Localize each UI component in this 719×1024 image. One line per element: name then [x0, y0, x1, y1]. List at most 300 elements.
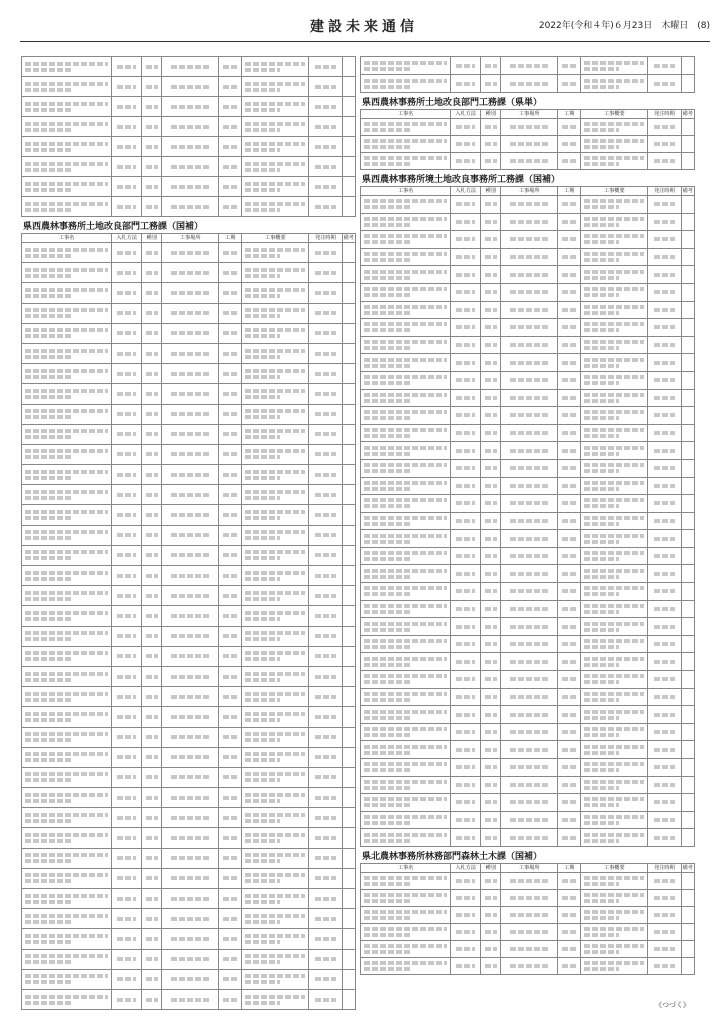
table-cell — [481, 407, 501, 425]
table-cell — [681, 57, 694, 75]
right-section-table — [360, 186, 695, 847]
right-top-table — [360, 56, 695, 93]
table-cell — [162, 646, 219, 666]
table-cell — [162, 137, 219, 157]
table-cell — [342, 485, 355, 505]
table-cell — [501, 336, 558, 354]
table-cell — [581, 565, 648, 583]
table-cell — [242, 545, 309, 565]
table-cell — [681, 495, 694, 513]
table-cell — [219, 566, 242, 586]
table-cell — [648, 442, 681, 460]
table-cell — [219, 929, 242, 949]
table-cell — [142, 157, 162, 177]
column-header: 発注時期 — [648, 110, 681, 119]
table-cell — [142, 687, 162, 707]
table-cell — [22, 444, 112, 464]
table-row — [361, 119, 695, 136]
column-header: 工事名 — [361, 863, 451, 872]
table-cell — [501, 530, 558, 548]
table-cell — [361, 776, 451, 794]
table-cell — [309, 848, 342, 868]
page-title: 建設未来通信 — [310, 19, 418, 35]
table-cell — [558, 136, 581, 153]
column-header: 入札方法 — [112, 234, 142, 243]
table-cell — [451, 688, 481, 706]
table-cell — [451, 600, 481, 618]
table-cell — [361, 530, 451, 548]
table-cell — [481, 688, 501, 706]
table-cell — [242, 848, 309, 868]
table-cell — [112, 586, 142, 606]
table-cell — [481, 477, 501, 495]
table-cell — [681, 354, 694, 372]
table-cell — [581, 547, 648, 565]
table-cell — [501, 248, 558, 266]
table-cell — [558, 495, 581, 513]
table-cell — [22, 117, 112, 137]
table-cell — [309, 909, 342, 929]
table-cell — [342, 117, 355, 137]
table-cell — [309, 197, 342, 217]
table-row — [361, 495, 695, 513]
table-cell — [481, 213, 501, 231]
table-cell — [309, 444, 342, 464]
table-cell — [142, 909, 162, 929]
table-cell — [501, 442, 558, 460]
table-row — [22, 97, 356, 117]
table-cell — [162, 545, 219, 565]
table-row — [22, 747, 356, 767]
table-cell — [481, 906, 501, 923]
table-cell — [648, 940, 681, 957]
table-cell — [219, 626, 242, 646]
table-cell — [681, 759, 694, 777]
table-cell — [581, 75, 648, 93]
table-cell — [361, 119, 451, 136]
table-cell — [142, 808, 162, 828]
table-row — [361, 565, 695, 583]
table-cell — [501, 459, 558, 477]
table-cell — [451, 671, 481, 689]
table-cell — [309, 303, 342, 323]
table-cell — [112, 828, 142, 848]
table-cell — [501, 153, 558, 170]
table-cell — [22, 626, 112, 646]
table-cell — [481, 776, 501, 794]
table-cell — [142, 929, 162, 949]
table-cell — [112, 177, 142, 197]
table-cell — [22, 505, 112, 525]
table-cell — [342, 666, 355, 686]
table-row — [22, 606, 356, 626]
table-cell — [481, 829, 501, 847]
table-cell — [112, 424, 142, 444]
table-cell — [501, 547, 558, 565]
table-cell — [501, 213, 558, 231]
table-cell — [361, 213, 451, 231]
table-cell — [648, 354, 681, 372]
table-cell — [309, 989, 342, 1009]
table-cell — [481, 119, 501, 136]
table-cell — [242, 465, 309, 485]
table-cell — [112, 343, 142, 363]
table-cell — [558, 75, 581, 93]
table-cell — [112, 687, 142, 707]
table-cell — [162, 243, 219, 263]
table-cell — [501, 266, 558, 284]
table-cell — [219, 263, 242, 283]
table-cell — [581, 811, 648, 829]
table-cell — [681, 319, 694, 337]
table-cell — [22, 747, 112, 767]
table-cell — [342, 424, 355, 444]
table-row — [22, 303, 356, 323]
table-cell — [581, 635, 648, 653]
table-cell — [558, 371, 581, 389]
table-cell — [309, 868, 342, 888]
table-cell — [142, 949, 162, 969]
table-cell — [22, 424, 112, 444]
table-cell — [558, 57, 581, 75]
table-cell — [681, 389, 694, 407]
table-cell — [451, 741, 481, 759]
table-row — [22, 465, 356, 485]
table-cell — [481, 741, 501, 759]
table-cell — [451, 794, 481, 812]
table-cell — [581, 872, 648, 889]
table-cell — [22, 687, 112, 707]
table-cell — [112, 566, 142, 586]
table-cell — [162, 424, 219, 444]
table-cell — [361, 283, 451, 301]
table-cell — [558, 957, 581, 974]
table-cell — [681, 889, 694, 906]
table-cell — [142, 243, 162, 263]
table-cell — [481, 459, 501, 477]
left-top-table — [21, 56, 356, 217]
table-cell — [142, 364, 162, 384]
table-cell — [648, 957, 681, 974]
table-cell — [681, 371, 694, 389]
table-row — [22, 364, 356, 384]
table-cell — [142, 989, 162, 1009]
table-cell — [581, 336, 648, 354]
table-cell — [361, 319, 451, 337]
table-cell — [501, 495, 558, 513]
table-cell — [112, 848, 142, 868]
table-cell — [558, 512, 581, 530]
table-cell — [242, 157, 309, 177]
table-cell — [309, 969, 342, 989]
table-cell — [342, 626, 355, 646]
table-cell — [142, 828, 162, 848]
table-cell — [142, 97, 162, 117]
table-cell — [162, 177, 219, 197]
table-row — [361, 389, 695, 407]
table-cell — [342, 788, 355, 808]
table-row — [361, 829, 695, 847]
table-cell — [558, 583, 581, 601]
table-row — [22, 828, 356, 848]
table-cell — [309, 283, 342, 303]
table-cell — [501, 653, 558, 671]
table-cell — [581, 196, 648, 214]
table-cell — [309, 384, 342, 404]
table-cell — [501, 940, 558, 957]
table-cell — [309, 485, 342, 505]
column-header: 工事場所 — [162, 234, 219, 243]
table-cell — [219, 303, 242, 323]
table-cell — [162, 197, 219, 217]
table-cell — [112, 263, 142, 283]
table-cell — [648, 119, 681, 136]
table-cell — [242, 117, 309, 137]
table-row — [361, 231, 695, 249]
table-cell — [162, 323, 219, 343]
table-cell — [219, 57, 242, 77]
continued-note: 《つづく》 — [655, 1001, 690, 1009]
table-row — [22, 566, 356, 586]
table-cell — [451, 319, 481, 337]
table-cell — [22, 646, 112, 666]
table-cell — [501, 371, 558, 389]
table-row — [361, 759, 695, 777]
table-cell — [361, 906, 451, 923]
table-cell — [581, 741, 648, 759]
right-section-table — [360, 863, 695, 975]
table-cell — [681, 741, 694, 759]
table-cell — [681, 829, 694, 847]
table-cell — [22, 177, 112, 197]
table-cell — [581, 424, 648, 442]
table-cell — [681, 794, 694, 812]
table-cell — [242, 626, 309, 646]
table-cell — [481, 336, 501, 354]
table-cell — [581, 906, 648, 923]
table-cell — [451, 723, 481, 741]
table-cell — [342, 263, 355, 283]
table-cell — [342, 444, 355, 464]
table-row — [361, 547, 695, 565]
table-cell — [581, 301, 648, 319]
table-cell — [142, 444, 162, 464]
table-cell — [648, 872, 681, 889]
table-cell — [22, 323, 112, 343]
table-cell — [501, 424, 558, 442]
table-cell — [112, 889, 142, 909]
table-cell — [342, 747, 355, 767]
table-cell — [581, 442, 648, 460]
table-row — [361, 872, 695, 889]
table-cell — [451, 301, 481, 319]
table-cell — [309, 788, 342, 808]
table-cell — [501, 196, 558, 214]
table-cell — [361, 336, 451, 354]
table-cell — [361, 565, 451, 583]
table-cell — [558, 119, 581, 136]
table-cell — [112, 989, 142, 1009]
table-cell — [112, 626, 142, 646]
table-row — [22, 626, 356, 646]
table-cell — [142, 707, 162, 727]
table-cell — [342, 646, 355, 666]
table-cell — [361, 706, 451, 724]
table-cell — [361, 923, 451, 940]
table-cell — [681, 477, 694, 495]
table-row — [22, 323, 356, 343]
table-cell — [22, 808, 112, 828]
table-cell — [648, 319, 681, 337]
table-cell — [142, 747, 162, 767]
table-cell — [558, 794, 581, 812]
table-cell — [451, 583, 481, 601]
table-cell — [558, 565, 581, 583]
table-cell — [142, 343, 162, 363]
table-cell — [361, 407, 451, 425]
table-cell — [501, 829, 558, 847]
table-cell — [219, 666, 242, 686]
column-header: 入札方法 — [451, 187, 481, 196]
table-cell — [648, 923, 681, 940]
table-cell — [112, 727, 142, 747]
table-cell — [361, 459, 451, 477]
table-cell — [142, 137, 162, 157]
table-cell — [648, 512, 681, 530]
table-cell — [162, 283, 219, 303]
table-cell — [581, 776, 648, 794]
table-cell — [648, 75, 681, 93]
table-cell — [361, 266, 451, 284]
table-row — [361, 723, 695, 741]
table-cell — [112, 666, 142, 686]
table-cell — [648, 759, 681, 777]
table-cell — [501, 618, 558, 636]
table-cell — [142, 117, 162, 137]
table-cell — [581, 231, 648, 249]
table-row — [22, 343, 356, 363]
table-cell — [162, 808, 219, 828]
table-cell — [361, 723, 451, 741]
table-cell — [581, 283, 648, 301]
table-cell — [361, 794, 451, 812]
table-cell — [558, 477, 581, 495]
table-cell — [451, 889, 481, 906]
table-row — [361, 442, 695, 460]
table-cell — [481, 635, 501, 653]
table-cell — [242, 828, 309, 848]
table-cell — [242, 969, 309, 989]
table-cell — [22, 666, 112, 686]
table-cell — [22, 343, 112, 363]
table-cell — [681, 248, 694, 266]
table-row — [22, 727, 356, 747]
table-cell — [112, 323, 142, 343]
table-cell — [342, 586, 355, 606]
table-row — [22, 197, 356, 217]
column-header: 工期 — [558, 110, 581, 119]
table-cell — [501, 119, 558, 136]
table-cell — [219, 687, 242, 707]
table-cell — [648, 706, 681, 724]
table-cell — [361, 512, 451, 530]
table-cell — [309, 666, 342, 686]
table-cell — [481, 872, 501, 889]
table-cell — [162, 666, 219, 686]
table-cell — [581, 706, 648, 724]
table-cell — [481, 940, 501, 957]
table-cell — [112, 788, 142, 808]
table-cell — [22, 404, 112, 424]
table-row — [361, 336, 695, 354]
table-cell — [501, 600, 558, 618]
table-cell — [242, 788, 309, 808]
table-cell — [581, 266, 648, 284]
table-cell — [112, 606, 142, 626]
table-cell — [309, 364, 342, 384]
table-cell — [142, 197, 162, 217]
table-cell — [451, 424, 481, 442]
table-cell — [481, 371, 501, 389]
table-cell — [481, 618, 501, 636]
table-cell — [309, 566, 342, 586]
table-cell — [648, 889, 681, 906]
table-cell — [451, 872, 481, 889]
table-cell — [681, 153, 694, 170]
table-cell — [242, 586, 309, 606]
table-cell — [681, 688, 694, 706]
column-header: 発注時期 — [309, 234, 342, 243]
table-row — [361, 530, 695, 548]
table-cell — [309, 929, 342, 949]
table-cell — [648, 153, 681, 170]
table-cell — [581, 688, 648, 706]
table-cell — [342, 525, 355, 545]
table-row — [361, 618, 695, 636]
table-cell — [681, 336, 694, 354]
section-title: 県北農林事務所林務部門森林土木課（国補） — [362, 851, 543, 862]
table-cell — [558, 829, 581, 847]
table-cell — [361, 741, 451, 759]
table-cell — [342, 283, 355, 303]
table-cell — [112, 197, 142, 217]
table-cell — [648, 266, 681, 284]
table-cell — [162, 444, 219, 464]
table-cell — [361, 829, 451, 847]
table-cell — [558, 283, 581, 301]
table-cell — [112, 97, 142, 117]
table-cell — [112, 868, 142, 888]
table-cell — [558, 459, 581, 477]
table-cell — [681, 512, 694, 530]
table-cell — [142, 384, 162, 404]
table-row — [22, 889, 356, 909]
table-cell — [581, 600, 648, 618]
table-cell — [481, 811, 501, 829]
table-row — [22, 808, 356, 828]
table-cell — [501, 794, 558, 812]
table-cell — [219, 465, 242, 485]
table-row — [361, 283, 695, 301]
table-cell — [481, 389, 501, 407]
table-cell — [22, 989, 112, 1009]
table-cell — [219, 404, 242, 424]
table-cell — [451, 371, 481, 389]
table-cell — [219, 343, 242, 363]
table-cell — [581, 459, 648, 477]
table-cell — [309, 525, 342, 545]
table-cell — [342, 687, 355, 707]
